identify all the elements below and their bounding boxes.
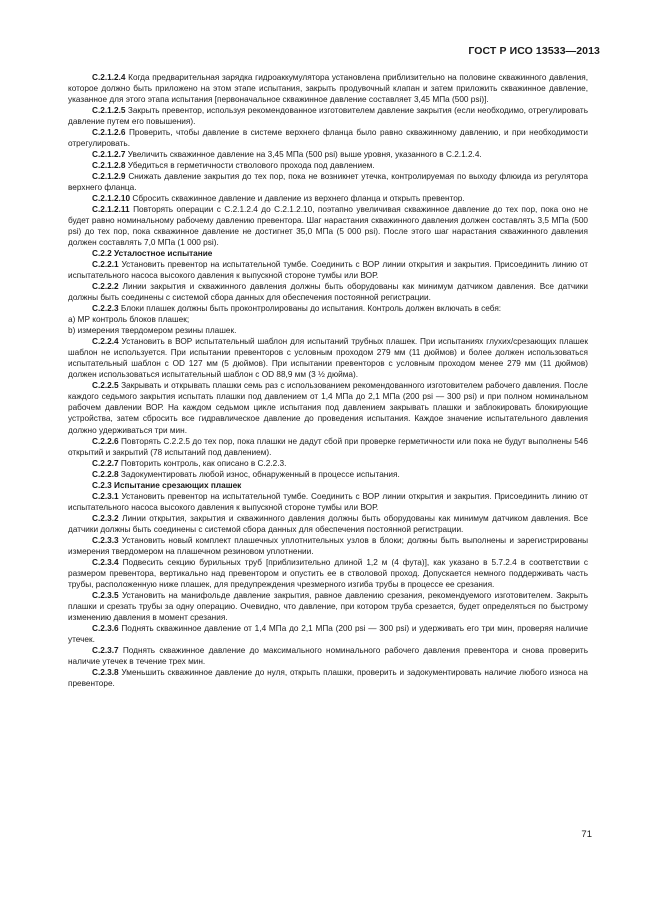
clause-number: С.2.3.2 (92, 513, 119, 523)
paragraph-text: Линии закрытия и скважинного давления должны быть оборудованы как минимум датчиком давления. Все датчики должны быть соединены с системой сбора данных для обеспечения постоянной регистрации. (68, 282, 588, 303)
paragraph (68, 336, 588, 380)
list-item (68, 325, 588, 336)
paragraph (68, 149, 588, 160)
paragraph (68, 303, 588, 314)
paragraph-text: Повторять С.2.2.5 до тех пор, пока плашки не дадут сбой при проверке герметичности или пока не будут выполнены 546 открытий и закрытий (78 испытаний под давлением). (68, 436, 588, 457)
paragraph-text: Установить превентор на испытательной тумбе. Соединить с ВОР линии открытия и закрытия. Присоединить линию от испытательного насоса высокого давления к выпускной стороне тумбы или ВОР. (68, 491, 588, 512)
paragraph-text: Блоки плашек должны быть проконтролированы до испытания. Контроль должен включать в себя: (118, 304, 502, 314)
page-body (68, 72, 588, 689)
paragraph-text: Уменьшить скважинное давление до нуля, открыть плашки, проверить и задокументировать наличие любого износа на превенторе. (68, 667, 588, 688)
paragraph (68, 204, 588, 248)
clause-number: С.2.1.2.6 (92, 128, 126, 138)
paragraph-text: Закрыть превентор, используя рекомендованное изготовителем давление закрытия (если необходимо, отрегулировать давление путем его повышения). (68, 106, 588, 127)
clause-number: С.2.3.8 (92, 667, 119, 677)
paragraph (68, 380, 588, 435)
clause-number: С.2.1.2.9 (92, 172, 126, 182)
paragraph (68, 160, 588, 171)
section-heading (68, 248, 588, 259)
clause-number: С.2.2.5 (92, 381, 119, 391)
clause-number: С.2.2.2 (92, 282, 119, 292)
clause-number: С.2.3.3 (92, 535, 119, 545)
paragraph-text: Поднять скважинное давление от 1,4 МПа до 2,1 МПа (200 psi — 300 psi) и удерживать его три мин, проверяя наличие утечек. (68, 623, 588, 644)
section-heading (68, 480, 588, 491)
paragraph (68, 458, 588, 469)
document-header: ГОСТ Р ИСО 13533—2013 (468, 45, 600, 57)
list-item-text: а) МР контроль блоков плашек; (68, 315, 190, 325)
paragraph-text: Снижать давление закрытия до тех пор, пока не возникнет утечка, контролируемая по выходу флюида из регулятора верхнего фланца. (68, 172, 588, 193)
paragraph-text: Задокументировать любой износ, обнаруженный в процессе испытания. (118, 469, 400, 479)
list-item (68, 314, 588, 325)
paragraph-text: Установить в ВОР испытательный шаблон для испытаний трубных плашек. При испытаниях глухих/срезающих плашек шаблон не используется. При испытании превенторов с условным проходом 279 мм (11 дюймов) и более должен использоваться испытательный шаблон с OD 127 мм (5 дюймов). При испытании превенторов с условным проходом менее 279 мм (11 дюймов) должен использоваться испытательный шаблон с OD 88,9 мм (3 ½ дюйма). (68, 337, 588, 380)
paragraph-text: Увеличить скважинное давление на 3,45 МПа (500 psi) выше уровня, указанного в С.2.1.2.4. (125, 150, 482, 160)
clause-number: С.2.2.7 (92, 458, 119, 468)
clause-number: С.2.1.2.4 (92, 73, 126, 82)
clause-number: С.2.3.7 (92, 645, 119, 655)
paragraph-text: Повторить контроль, как описано в С.2.2.3. (118, 458, 287, 468)
paragraph-text: Линии открытия, закрытия и скважинного давления должны быть оборудованы как минимум датчиком давления. Все датчики должны быть соединены с системой сбора данных для обеспечения постоянной регистрации. (68, 513, 588, 534)
paragraph (68, 436, 588, 458)
clause-number: С.2.1.2.11 (92, 205, 130, 215)
paragraph (68, 535, 588, 557)
paragraph-text: Убедиться в герметичности стволового прохода под давлением. (125, 161, 375, 171)
section-title: С.2.2 Усталостное испытание (92, 249, 213, 259)
clause-number: С.2.2.1 (92, 260, 119, 270)
paragraph (68, 645, 588, 667)
paragraph-text: Закрывать и открывать плашки семь раз с использованием рекомендованного изготовителем рабочего давления. После каждого седьмого закрытия испытать плашки под давлением от 1,4 МПа до 2,1 МПа (200 psi — 300 psi) и при полном номинальном рабочем давлении ВОР. На каждом седьмом цикле испытания под давлением закрывать плашки и заблокировать блокирующие устройства, затем сбросить все гидравлическое давление до проведения испытания. Каждое значение испытательного давления должно удерживаться три мин. (68, 381, 588, 435)
paragraph (68, 127, 588, 149)
paragraph-text: Проверить, чтобы давление в системе верхнего фланца было равно скважинному давлению, и при необходимости отрегулировать. (68, 128, 588, 149)
clause-number: С.2.2.3 (92, 304, 119, 314)
paragraph-text: Повторять операции с С.2.1.2.4 до С.2.1.2.10, поэтапно увеличивая скважинное давление до тех пор, пока оно не будет равно номинальному рабочему давлению превентора. Шаг нарастания скважинного давления должен составлять 3,5 МПа (500 psi) до тех пор, пока скважинное давление не достигнет 35,0 МПа (5 000 psi). После этого шаг нарастания скважинного давления должен составлять 7,0 МПа (1 000 psi). (68, 205, 588, 248)
section-title: С.2.3 Испытание срезающих плашек (92, 480, 242, 490)
clause-number: С.2.3.1 (92, 491, 119, 501)
clause-number: С.2.3.5 (92, 590, 119, 600)
paragraph (68, 281, 588, 303)
paragraph (68, 667, 588, 689)
paragraph (68, 259, 588, 281)
paragraph (68, 193, 588, 204)
page-number: 71 (581, 829, 592, 840)
list-item-text: b) измерения твердомером резины плашек. (68, 326, 237, 336)
clause-number: С.2.3.4 (92, 557, 119, 567)
clause-number: С.2.3.6 (92, 623, 119, 633)
paragraph (68, 590, 588, 623)
paragraph (68, 513, 588, 535)
clause-number: С.2.2.6 (92, 436, 119, 446)
clause-number: С.2.2.8 (92, 469, 119, 479)
paragraph-text: Сбросить скважинное давление и давление из верхнего фланца и открыть превентор. (130, 194, 465, 204)
paragraph (68, 491, 588, 513)
clause-number: С.2.2.4 (92, 337, 119, 347)
paragraph (68, 557, 588, 590)
paragraph-text: Подвесить секцию бурильных труб [приблизительно длиной 1,2 м (4 фута)], как указано в 5.7.2.4 в соответствии с размером превентора, вертикально над превентором и опустить ее в стволовой проход. Допускается немного поддерживать часть трубы, расположенную ниже плашек, для предупреждения чрезмерного изгиба трубы в процессе ее срезания. (68, 557, 588, 589)
paragraph (68, 72, 588, 105)
paragraph-text: Установить новый комплект плашечных уплотнительных узлов в блоки; должны быть выполнены и зарегистрированы измерения твердомером на плашечном резиновом уплотнении. (68, 535, 588, 556)
paragraph-text: Установить на манифольде давление закрытия, равное давлению срезания, рекомендуемого изготовителем. Закрыть плашки и срезать трубы за одну операцию. Очевидно, что давление, при котором труба срезается, будет определяться по быстрому изменению давления в момент срезания. (68, 590, 588, 622)
paragraph (68, 623, 588, 645)
clause-number: С.2.1.2.5 (92, 106, 126, 116)
paragraph (68, 469, 588, 480)
clause-number: С.2.1.2.10 (92, 194, 131, 204)
paragraph-text: Когда предварительная зарядка гидроаккумулятора установлена приблизительно на половине скважинного давления, которое должно быть приложено на этом этапе испытания, закрыть продувочный клапан и затем приложить скважинное давление, указанное для этого этапа испытания [первоначальное скважинное давление составляет 3,45 МПа (500 psi)]. (68, 73, 588, 105)
paragraph-text: Установить превентор на испытательной тумбе. Соединить с ВОР линии открытия и закрытия. Присоединить линию от испытательного насоса высокого давления к выпускной стороне тумбы или ВОР. (68, 260, 588, 281)
paragraph (68, 171, 588, 193)
clause-number: С.2.1.2.7 (92, 150, 126, 160)
paragraph-text: Поднять скважинное давление до максимального номинального рабочего давления превентора и снова проверить наличие утечек в течение трех мин. (68, 645, 588, 666)
paragraph (68, 105, 588, 127)
clause-number: С.2.1.2.8 (92, 161, 126, 171)
